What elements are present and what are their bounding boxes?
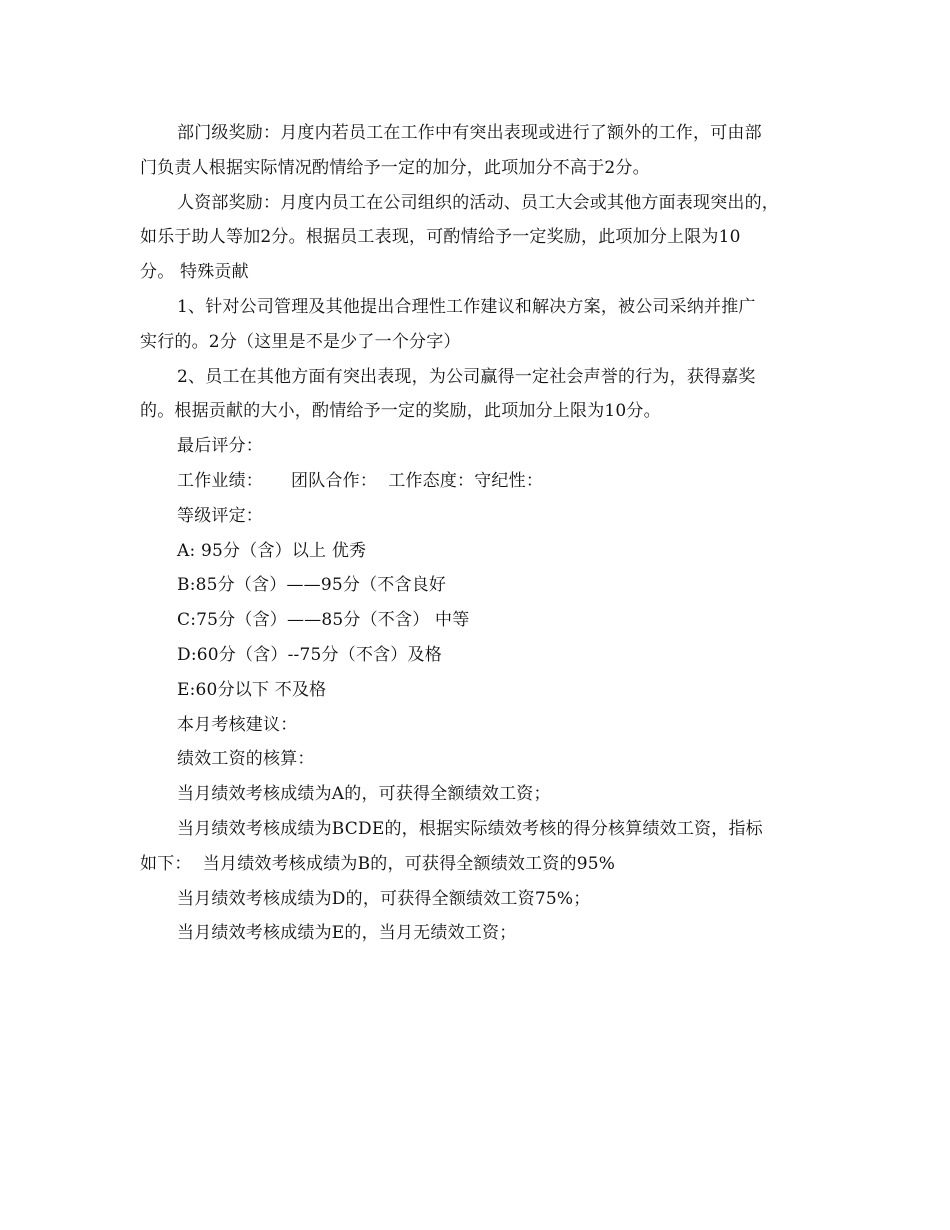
paragraph-department-reward [140, 116, 830, 186]
text-line: C:75分（含）——85分（不含） 中等 [177, 610, 470, 631]
paragraph-grade-d [140, 638, 830, 673]
text-line: 工作业绩： 团队合作： 工作态度：守纪性： [177, 470, 544, 491]
paragraph-hr-reward [140, 186, 830, 290]
text-line: 实行的。2分（这里是不是少了一个分字） [140, 331, 461, 352]
text-line: A: 95分（含）以上 优秀 [177, 540, 367, 561]
text-line: 最后评分： [177, 436, 263, 457]
text-line: 人资部奖励：月度内员工在公司组织的活动、员工大会或其他方面表现突出的， [177, 192, 779, 213]
text-line: 门负责人根据实际情况酌情给予一定的加分，此项加分不高于2分。 [140, 157, 650, 178]
paragraph-special-contribution-2 [140, 360, 830, 430]
text-line: 1、针对公司管理及其他提出合理性工作建议和解决方案，被公司采纳并推广 [177, 296, 756, 317]
text-line: 如乐于助人等加2分。根据员工表现，可酌情给予一定奖励，此项加分上限为10 [140, 227, 741, 248]
text-line: 的。根据贡献的大小，酌情给予一定的奖励，此项加分上限为10分。 [140, 401, 661, 422]
paragraph-final-score [140, 429, 830, 464]
text-line: 当月绩效考核成绩为BCDE的，根据实际绩效考核的得分核算绩效工资，指标 [177, 818, 763, 839]
paragraph-salary-calculation [140, 742, 830, 777]
text-line: 当月绩效考核成绩为E的，当月无绩效工资； [177, 923, 517, 944]
text-line: 分。 特殊贡献 [140, 262, 249, 283]
paragraph-grade-b [140, 568, 830, 603]
paragraph-grade-e [140, 673, 830, 708]
text-line: 当月绩效考核成绩为D的，可获得全额绩效工资75%； [177, 888, 591, 909]
paragraph-grade-c [140, 603, 830, 638]
paragraph-grade-a [140, 534, 830, 569]
text-line: E:60分以下 不及格 [177, 679, 327, 700]
paragraph-salary-e [140, 916, 830, 951]
text-line: 部门级奖励：月度内若员工在工作中有突出表现或进行了额外的工作，可由部 [177, 123, 762, 143]
text-line: 如下： 当月绩效考核成绩为B的，可获得全额绩效工资的95% [140, 853, 616, 874]
paragraph-salary-bcde [140, 812, 830, 882]
text-line: B:85分（含）——95分（不含良好 [177, 575, 447, 596]
text-line: 2、员工在其他方面有突出表现，为公司赢得一定社会声誉的行为，获得嘉奖 [177, 366, 756, 387]
paragraph-special-contribution-1 [140, 290, 830, 360]
paragraph-salary-a [140, 777, 830, 812]
text-line: 等级评定： [177, 505, 263, 526]
paragraph-monthly-suggestion [140, 708, 830, 743]
paragraph-salary-d [140, 882, 830, 917]
text-line: 绩效工资的核算： [177, 749, 315, 770]
paragraph-grade-heading [140, 499, 830, 534]
paragraph-score-categories [140, 464, 830, 499]
text-line: D:60分（含）--75分（不含）及格 [177, 644, 442, 665]
text-line: 当月绩效考核成绩为A的，可获得全额绩效工资； [177, 784, 551, 805]
text-line: 本月考核建议： [177, 714, 298, 735]
document-body [140, 116, 830, 951]
